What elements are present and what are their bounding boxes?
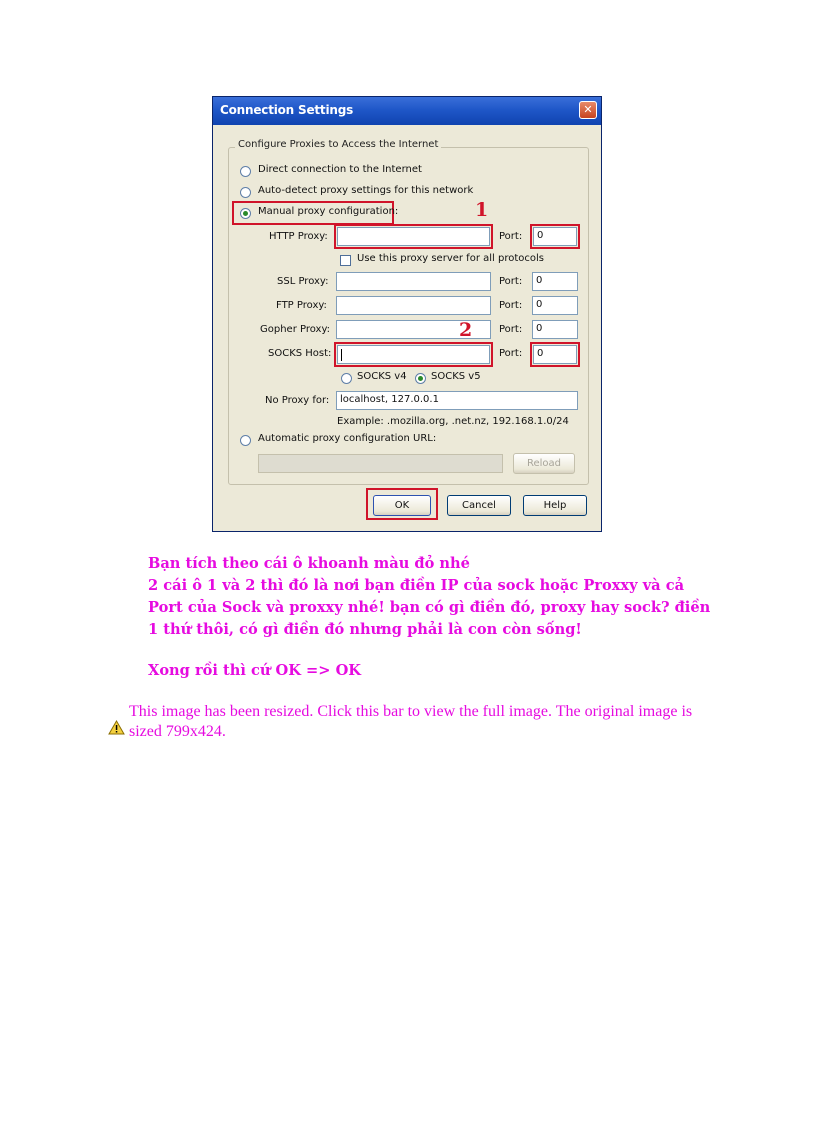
use-same-proxy-label: Use this proxy server for all protocols bbox=[357, 253, 544, 264]
socks-port-label: Port: bbox=[499, 348, 523, 359]
ssl-proxy-input[interactable] bbox=[336, 272, 491, 291]
ftp-proxy-input[interactable] bbox=[336, 296, 491, 315]
connection-settings-dialog bbox=[212, 96, 602, 532]
direct-connection-label: Direct connection to the Internet bbox=[258, 164, 422, 175]
manual-proxy-radio[interactable] bbox=[240, 208, 251, 219]
ftp-proxy-label: FTP Proxy: bbox=[276, 300, 327, 311]
direct-connection-radio[interactable] bbox=[240, 166, 251, 177]
http-proxy-label: HTTP Proxy: bbox=[269, 231, 328, 242]
ftp-port-label: Port: bbox=[499, 300, 523, 311]
help-button[interactable]: Help bbox=[523, 495, 587, 516]
reload-button[interactable]: Reload bbox=[513, 453, 575, 474]
cancel-button[interactable]: Cancel bbox=[447, 495, 511, 516]
http-port-label: Port: bbox=[499, 231, 523, 242]
ftp-port-input[interactable]: 0 bbox=[532, 296, 578, 315]
socks-host-label: SOCKS Host: bbox=[268, 348, 332, 359]
socks-v4-label: SOCKS v4 bbox=[357, 371, 407, 382]
note-line-3: Port của Sock và proxxy nhé! bạn có gì điền đó, proxy hay sock? điền bbox=[148, 599, 711, 616]
autodetect-label: Auto-detect proxy settings for this network bbox=[258, 185, 474, 196]
gopher-port-input[interactable]: 0 bbox=[532, 320, 578, 339]
socks-host-input[interactable] bbox=[337, 345, 490, 364]
http-port-input[interactable]: 0 bbox=[533, 227, 577, 246]
auto-url-label: Automatic proxy configuration URL: bbox=[258, 433, 437, 444]
close-button[interactable]: ✕ bbox=[579, 101, 597, 119]
ok-button[interactable]: OK bbox=[373, 495, 431, 516]
no-proxy-input[interactable]: localhost, 127.0.0.1 bbox=[336, 391, 578, 410]
dialog-title: Connection Settings bbox=[220, 103, 354, 117]
warning-icon bbox=[108, 720, 125, 735]
ssl-port-label: Port: bbox=[499, 276, 523, 287]
socks-v5-radio[interactable] bbox=[415, 373, 426, 384]
note-line-4: 1 thứ thôi, có gì điền đó nhưng phải là con còn sống! bbox=[148, 621, 582, 638]
marker-one: 1 bbox=[475, 199, 489, 221]
use-same-proxy-checkbox[interactable] bbox=[340, 255, 351, 266]
socks-v5-label: SOCKS v5 bbox=[431, 371, 481, 382]
title-bar bbox=[213, 97, 601, 125]
auto-url-radio[interactable] bbox=[240, 435, 251, 446]
auto-url-input[interactable] bbox=[258, 454, 503, 473]
manual-proxy-label: Manual proxy configuration: bbox=[258, 206, 399, 217]
no-proxy-label: No Proxy for: bbox=[265, 395, 330, 406]
http-proxy-input[interactable] bbox=[337, 227, 490, 246]
final-note: Xong rồi thì cứ OK => OK bbox=[148, 662, 361, 679]
resize-notice-bar[interactable] bbox=[108, 702, 708, 744]
autodetect-radio[interactable] bbox=[240, 187, 251, 198]
marker-two: 2 bbox=[459, 319, 473, 341]
no-proxy-example: Example: .mozilla.org, .net.nz, 192.168.1.0/24 bbox=[337, 416, 569, 427]
group-label: Configure Proxies to Access the Internet bbox=[235, 139, 441, 150]
resize-notice-text: This image has been resized. Click this bar to view the full image. The original image is sized 799x424. bbox=[129, 703, 693, 740]
note-line-1: Bạn tích theo cái ô khoanh màu đỏ nhé bbox=[148, 555, 470, 572]
ssl-port-input[interactable]: 0 bbox=[532, 272, 578, 291]
note-line-2: 2 cái ô 1 và 2 thì đó là nơi bạn điền IP của sock hoặc Proxxy và cả bbox=[148, 577, 685, 594]
gopher-port-label: Port: bbox=[499, 324, 523, 335]
text-cursor bbox=[341, 349, 342, 361]
socks-v4-radio[interactable] bbox=[341, 373, 352, 384]
socks-port-input[interactable]: 0 bbox=[533, 345, 577, 364]
ssl-proxy-label: SSL Proxy: bbox=[277, 276, 329, 287]
gopher-proxy-label: Gopher Proxy: bbox=[260, 324, 331, 335]
